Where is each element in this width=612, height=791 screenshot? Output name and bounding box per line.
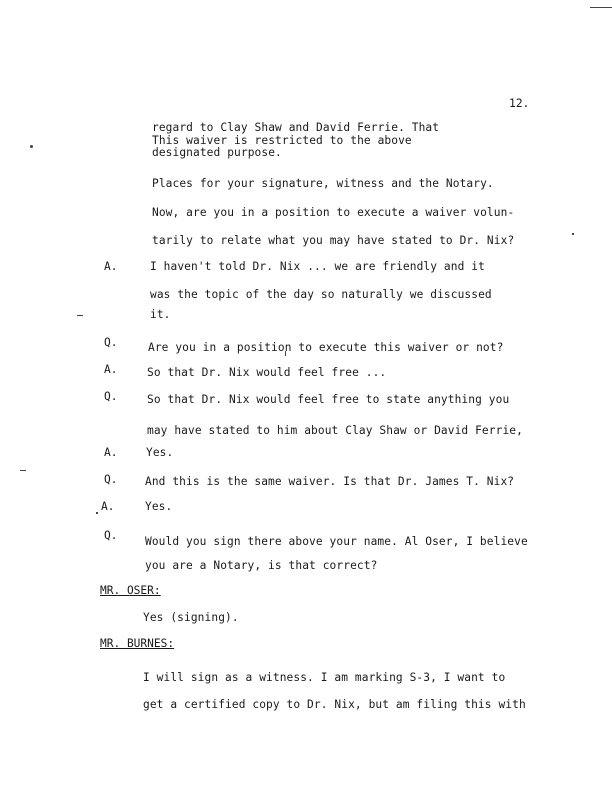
text-line: get a certified copy to Dr. Nix, but am filing this with (143, 698, 526, 711)
text-line: tarily to relate what you may have stated to Dr. Nix? (152, 234, 515, 247)
speaker-label: A. (104, 446, 118, 459)
text-line: may have stated to him about Clay Shaw or David Ferrie, (147, 424, 523, 437)
scan-mark-left-2 (77, 315, 83, 316)
page-number: 12. (509, 97, 530, 110)
text-line: I haven't told Dr. Nix ... we are friendly and it (150, 260, 485, 273)
speaker-label: A. (104, 363, 118, 376)
text-line: Yes (signing). (143, 611, 239, 624)
text-line: Are you in a position to execute this waiver or not? (148, 341, 504, 354)
text-line: This waiver is restricted to the above (152, 134, 412, 147)
scan-mark-left-1 (30, 145, 33, 148)
text-line: was the topic of the day so naturally we discussed (150, 288, 492, 301)
text-line: And this is the same waiver. Is that Dr. James T. Nix? (145, 475, 515, 488)
speaker-label: Q. (104, 336, 118, 349)
text-line: Places for your signature, witness and the Notary. (152, 177, 494, 190)
scan-mark-right-1 (572, 233, 574, 235)
speaker-label: Q. (104, 390, 118, 403)
speaker-label: A. (104, 260, 118, 273)
text-line: So that Dr. Nix would feel free ... (147, 366, 387, 379)
speaker-label: Q. (104, 529, 118, 542)
speaker-label: Q. (104, 473, 118, 486)
text-line: you are a Notary, is that correct? (145, 559, 378, 572)
speaker-label: A. (101, 500, 115, 513)
speaker-heading: MR. BURNES: (100, 637, 175, 650)
text-line: regard to Clay Shaw and David Ferrie. That (152, 121, 440, 134)
scan-mark-left-4 (96, 512, 98, 514)
text-line: Yes. (145, 500, 173, 513)
text-line: it. (150, 308, 171, 321)
text-line: I will sign as a witness. I am marking S-3, I want to (143, 671, 506, 684)
speaker-heading: MR. OSER: (100, 584, 161, 597)
text-line: designated purpose. (152, 146, 282, 159)
scan-mark-top-right (590, 7, 612, 8)
scan-mark-left-3 (20, 470, 26, 471)
text-line: Would you sign there above your name. Al Oser, I believe (145, 535, 528, 548)
text-line: Now, are you in a position to execute a waiver volun- (152, 206, 515, 219)
text-line: So that Dr. Nix would feel free to state anything you (147, 393, 510, 406)
text-line: Yes. (146, 446, 174, 459)
